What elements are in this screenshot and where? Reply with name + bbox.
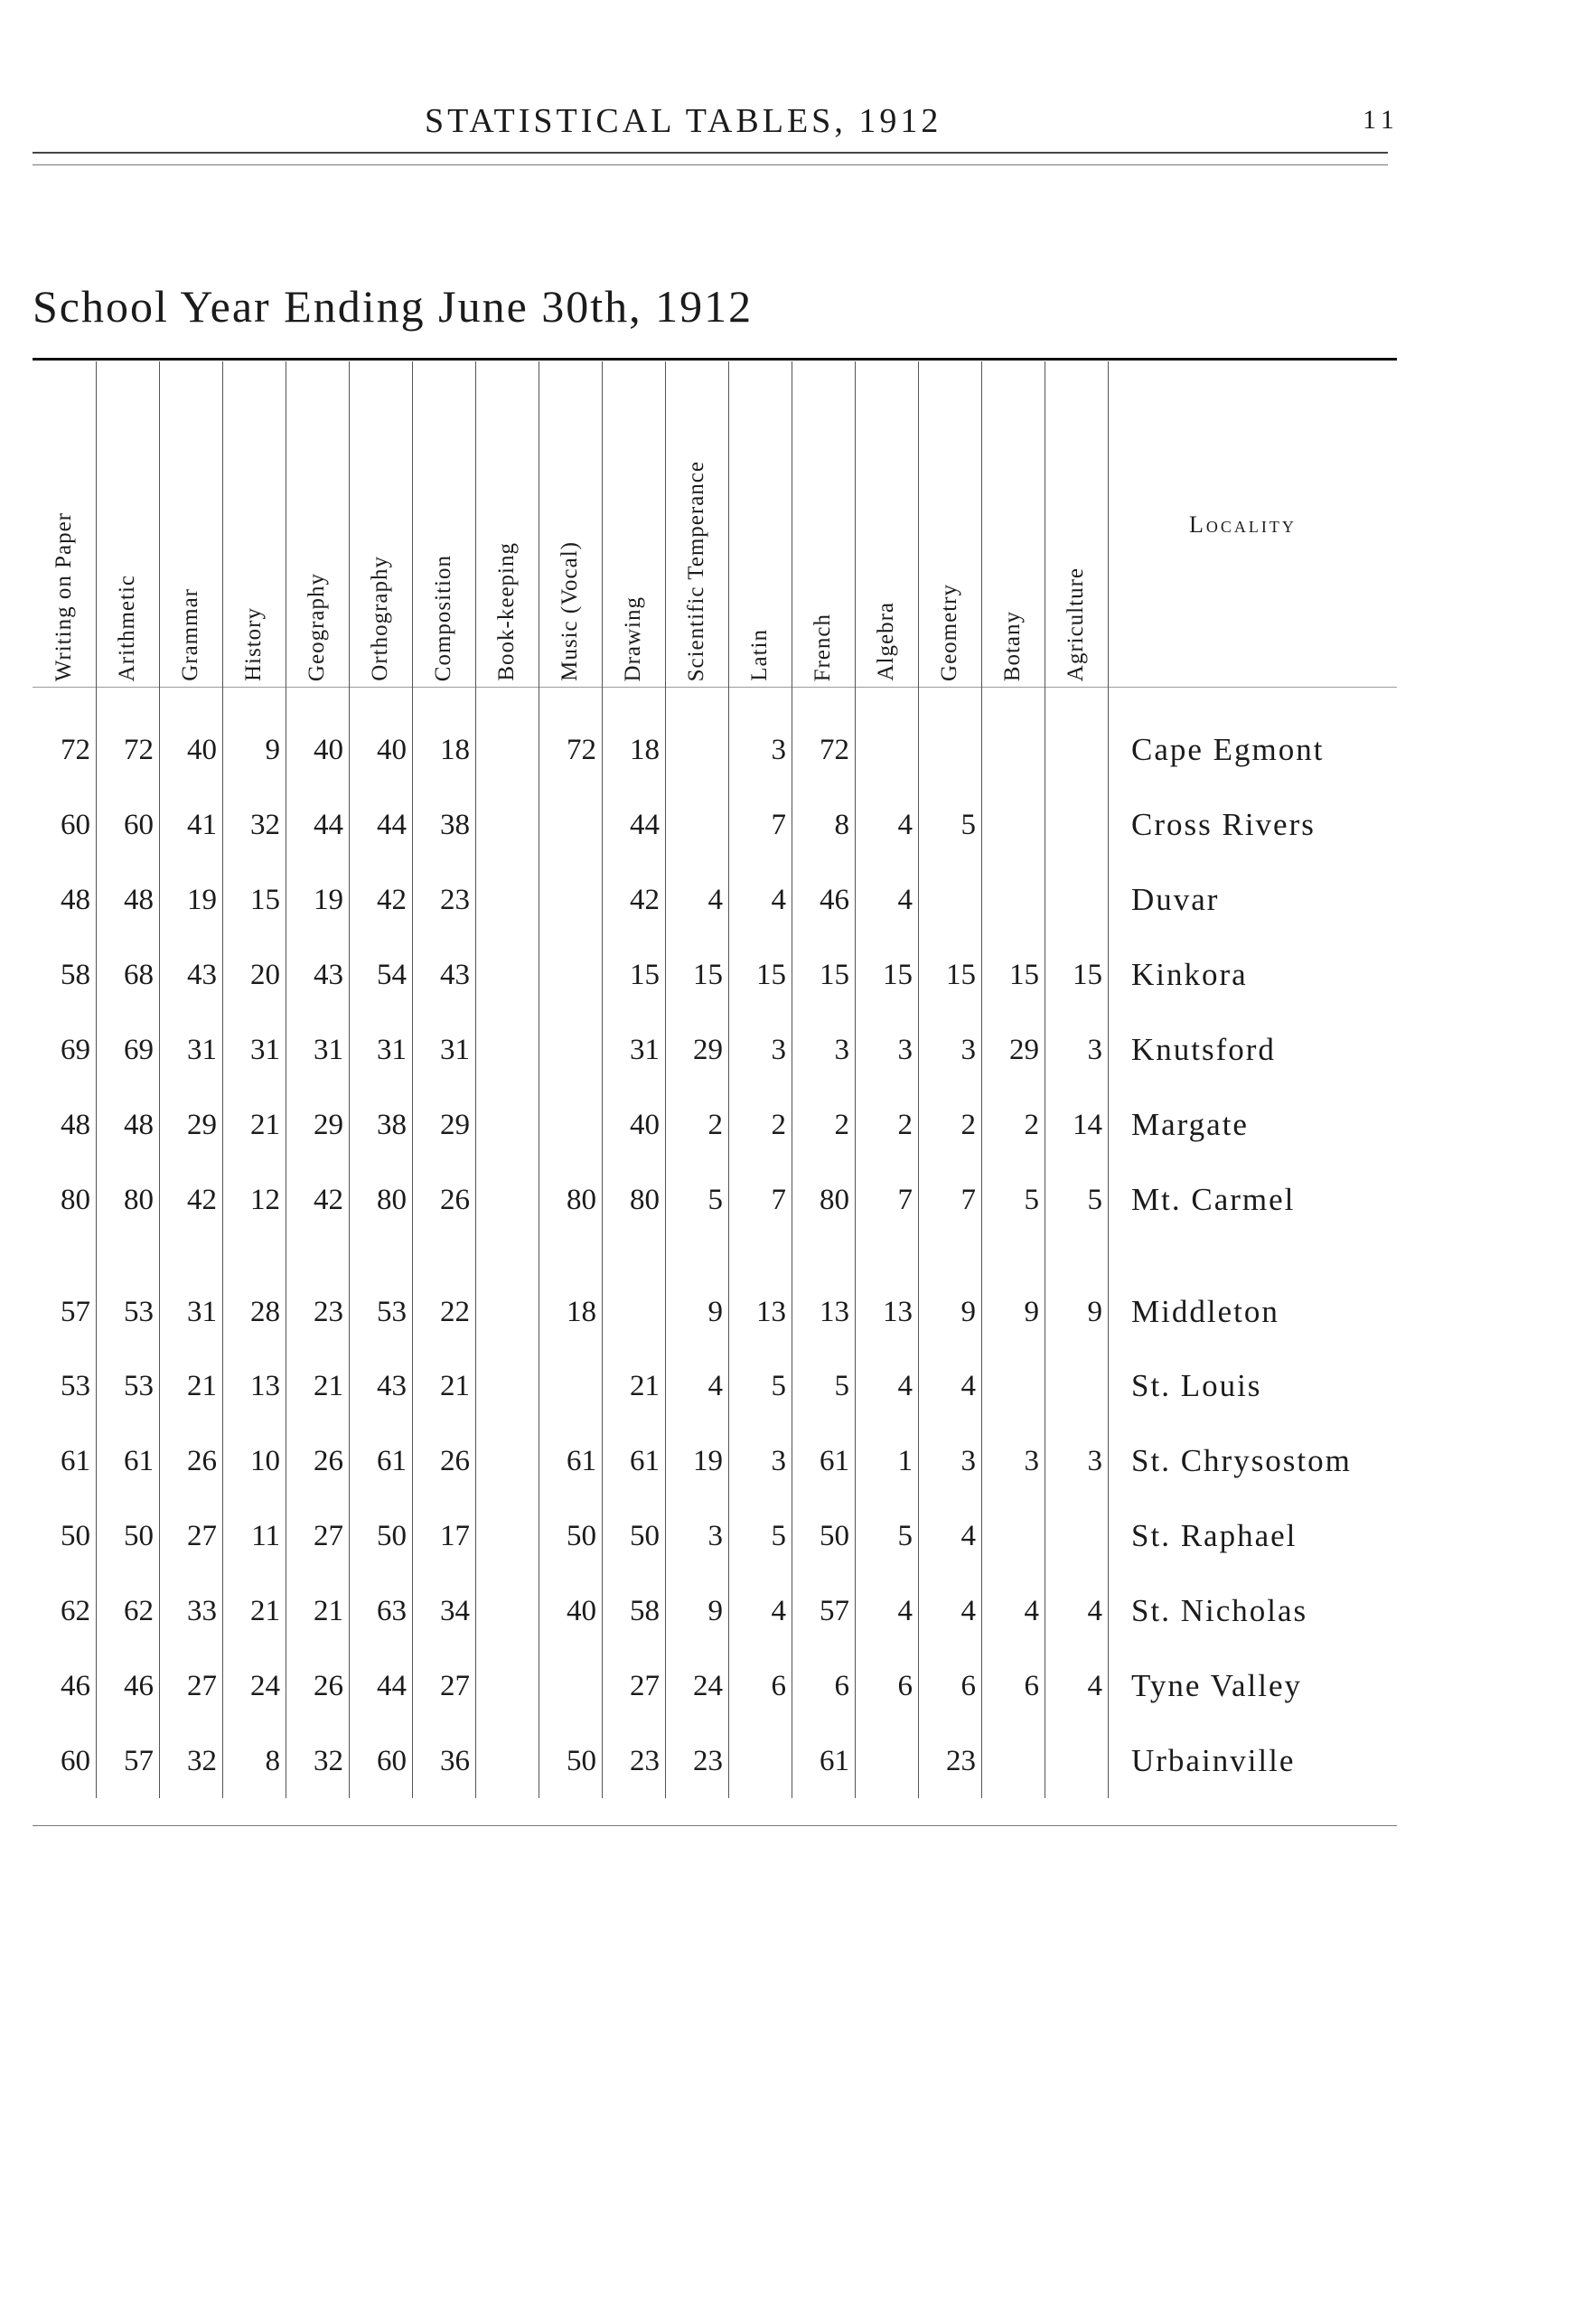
table-cell: 40	[567, 1595, 596, 1627]
table-cell: 27	[314, 1520, 343, 1552]
table-cell: 12	[250, 1184, 280, 1216]
table-cell: 58	[61, 959, 90, 991]
column-header-label: Book-keeping	[494, 542, 519, 681]
table-cell: 42	[377, 884, 407, 916]
table-cell: 7	[897, 1184, 913, 1216]
table-row	[33, 1584, 1397, 1638]
table-cell: 31	[377, 1034, 407, 1066]
table-cell: 50	[377, 1520, 407, 1552]
table-row	[33, 798, 1397, 852]
table-cell: 80	[630, 1184, 660, 1216]
column-header	[1045, 365, 1107, 681]
table-cell: 4	[960, 1370, 976, 1402]
locality-name: St. Nicholas	[1131, 1593, 1308, 1628]
table-cell: 31	[250, 1034, 280, 1066]
table-cell: 27	[187, 1520, 217, 1552]
table-cell: 9	[960, 1296, 976, 1328]
locality-name: St. Chrysostom	[1131, 1443, 1352, 1478]
table-cell: 40	[630, 1109, 660, 1141]
table-cell: 36	[440, 1745, 470, 1777]
table-cell: 54	[377, 959, 407, 991]
table-cell: 8	[834, 809, 849, 841]
table-row	[33, 723, 1397, 777]
column-header-label: Arithmetic	[115, 574, 139, 681]
table-cell: 7	[771, 809, 786, 841]
header-rule	[33, 152, 1388, 154]
table-cell: 4	[707, 884, 723, 916]
table-row	[33, 948, 1397, 1002]
table-cell: 48	[124, 884, 154, 916]
table-cell: 46	[61, 1670, 90, 1702]
table-cell: 4	[1087, 1595, 1102, 1627]
table-cell: 40	[187, 734, 217, 766]
locality-name: Cross Rivers	[1131, 807, 1316, 842]
table-cell: 60	[124, 809, 154, 841]
table-cell: 2	[960, 1109, 976, 1141]
table-cell: 44	[314, 809, 343, 841]
table-cell: 24	[250, 1670, 280, 1702]
table-cell: 62	[124, 1595, 154, 1627]
table-cell: 50	[124, 1520, 154, 1552]
table-cell: 34	[440, 1595, 470, 1627]
table-cell: 4	[771, 884, 786, 916]
table-cell: 31	[187, 1034, 217, 1066]
table-cell: 18	[630, 734, 660, 766]
locality-name: Tyne Valley	[1131, 1668, 1303, 1703]
column-header-label: History	[241, 607, 266, 681]
table-cell: 2	[897, 1109, 913, 1141]
table-cell: 21	[187, 1370, 217, 1402]
table-cell: 3	[771, 1034, 786, 1066]
table-cell: 4	[771, 1595, 786, 1627]
table-cell: 29	[187, 1109, 217, 1141]
table-cell: 29	[1009, 1034, 1039, 1066]
table-cell: 15	[250, 884, 280, 916]
table-cell: 57	[820, 1595, 849, 1627]
column-header-label: Algebra	[874, 602, 898, 681]
table-cell: 80	[61, 1184, 90, 1216]
table-cell: 3	[771, 734, 786, 766]
table-cell: 5	[897, 1520, 913, 1552]
table-cell: 72	[124, 734, 154, 766]
table-cell: 20	[250, 959, 280, 991]
column-header	[666, 365, 727, 681]
locality-name: Mt. Carmel	[1131, 1182, 1296, 1217]
column-header-label: Botany	[1000, 610, 1025, 681]
table-cell: 43	[377, 1370, 407, 1402]
locality-name: Middleton	[1131, 1294, 1279, 1329]
locality-name: St. Louis	[1131, 1368, 1262, 1403]
table-cell: 33	[187, 1595, 217, 1627]
table-cell: 72	[820, 734, 849, 766]
column-header-label: Latin	[747, 629, 772, 681]
table-cell: 15	[1009, 959, 1039, 991]
table-row	[33, 1285, 1397, 1339]
table-cell: 3	[771, 1445, 786, 1477]
table-cell: 2	[771, 1109, 786, 1141]
table-cell: 14	[1073, 1109, 1102, 1141]
table-cell: 5	[1024, 1184, 1039, 1216]
table-cell: 43	[314, 959, 343, 991]
table-cell: 26	[314, 1445, 343, 1477]
table-row	[33, 1509, 1397, 1563]
table-cell: 5	[771, 1520, 786, 1552]
table-cell: 50	[820, 1520, 849, 1552]
table-cell: 15	[946, 959, 976, 991]
table-cell: 57	[124, 1745, 154, 1777]
table-cell: 21	[440, 1370, 470, 1402]
table-cell: 42	[314, 1184, 343, 1216]
column-header-label: Geometry	[937, 584, 961, 681]
table-cell: 44	[630, 809, 660, 841]
table-cell: 27	[440, 1670, 470, 1702]
column-header	[350, 365, 411, 681]
table-cell: 68	[124, 959, 154, 991]
column-header-label: Writing on Paper	[52, 511, 76, 681]
table-cell: 15	[630, 959, 660, 991]
table-cell: 60	[377, 1745, 407, 1777]
table-cell: 3	[897, 1034, 913, 1066]
table-cell: 61	[820, 1745, 849, 1777]
table-cell: 21	[250, 1595, 280, 1627]
table-cell: 46	[124, 1670, 154, 1702]
table-cell: 3	[834, 1034, 849, 1066]
column-header	[603, 365, 664, 681]
table-cell: 15	[693, 959, 723, 991]
table-cell: 8	[265, 1745, 280, 1777]
column-header	[286, 365, 348, 681]
table-cell: 9	[707, 1296, 723, 1328]
column-rule	[1108, 361, 1109, 1798]
table-cell: 23	[440, 884, 470, 916]
table-cell: 28	[250, 1296, 280, 1328]
table-cell: 4	[707, 1370, 723, 1402]
table-row	[33, 1659, 1397, 1713]
table-subtitle: School Year Ending June 30th, 1912	[33, 281, 754, 332]
locality-name: Urbainville	[1131, 1743, 1296, 1778]
table-cell: 31	[187, 1296, 217, 1328]
table-cell: 21	[314, 1370, 343, 1402]
table-cell: 53	[124, 1296, 154, 1328]
table-cell: 5	[707, 1184, 723, 1216]
table-cell: 32	[187, 1745, 217, 1777]
table-cell: 6	[897, 1670, 913, 1702]
locality-name: Kinkora	[1131, 957, 1248, 992]
table-cell: 3	[960, 1034, 976, 1066]
table-cell: 18	[440, 734, 470, 766]
locality-name: Knutsford	[1131, 1032, 1276, 1067]
column-header	[97, 365, 158, 681]
column-header-label: Scientific Temperance	[684, 460, 708, 681]
table-cell: 72	[567, 734, 596, 766]
table-row	[33, 1434, 1397, 1488]
column-header	[539, 365, 601, 681]
table-cell: 5	[1087, 1184, 1102, 1216]
table-cell: 80	[377, 1184, 407, 1216]
page-number: 11	[1363, 105, 1400, 135]
table-cell: 46	[820, 884, 849, 916]
table-top-rule	[33, 358, 1397, 361]
table-cell: 19	[693, 1445, 723, 1477]
table-cell: 50	[61, 1520, 90, 1552]
table-cell: 42	[630, 884, 660, 916]
table-cell: 4	[897, 1595, 913, 1627]
table-cell: 6	[960, 1670, 976, 1702]
table-cell: 61	[820, 1445, 849, 1477]
table-cell: 2	[707, 1109, 723, 1141]
column-header	[856, 365, 917, 681]
table-cell: 3	[960, 1445, 976, 1477]
header-rule-thin	[33, 164, 1388, 165]
table-cell: 72	[61, 734, 90, 766]
table-cell: 2	[834, 1109, 849, 1141]
table-cell: 41	[187, 809, 217, 841]
table-cell: 31	[440, 1034, 470, 1066]
table-cell: 10	[250, 1445, 280, 1477]
table-cell: 4	[1087, 1670, 1102, 1702]
table-cell: 38	[377, 1109, 407, 1141]
column-header	[792, 365, 854, 681]
table-cell: 24	[693, 1670, 723, 1702]
running-title: STATISTICAL TABLES, 1912	[425, 102, 942, 140]
table-cell: 18	[567, 1296, 596, 1328]
table-cell: 40	[377, 734, 407, 766]
table-cell: 27	[187, 1670, 217, 1702]
table-cell: 80	[124, 1184, 154, 1216]
table-cell: 60	[61, 1745, 90, 1777]
table-cell: 23	[946, 1745, 976, 1777]
table-cell: 61	[61, 1445, 90, 1477]
table-cell: 15	[756, 959, 786, 991]
column-header	[476, 365, 538, 681]
column-header-label: Grammar	[178, 588, 202, 681]
table-cell: 61	[124, 1445, 154, 1477]
locality-name: St. Raphael	[1131, 1518, 1298, 1553]
table-cell: 61	[630, 1445, 660, 1477]
table-row	[33, 1173, 1397, 1227]
table-cell: 53	[61, 1370, 90, 1402]
table-cell: 4	[1024, 1595, 1039, 1627]
table-cell: 7	[771, 1184, 786, 1216]
table-cell: 13	[756, 1296, 786, 1328]
table-cell: 42	[187, 1184, 217, 1216]
column-header	[729, 365, 791, 681]
table-cell: 22	[440, 1296, 470, 1328]
table-cell: 31	[314, 1034, 343, 1066]
locality-name: Cape Egmont	[1131, 732, 1325, 767]
table-cell: 3	[1087, 1445, 1102, 1477]
table-cell: 5	[834, 1370, 849, 1402]
table-cell: 27	[630, 1670, 660, 1702]
table-cell: 48	[61, 884, 90, 916]
table-cell: 6	[834, 1670, 849, 1702]
table-cell: 29	[693, 1034, 723, 1066]
table-cell: 4	[960, 1595, 976, 1627]
table-cell: 9	[1024, 1296, 1039, 1328]
column-header-label: Music (Vocal)	[557, 541, 582, 681]
table-cell: 4	[897, 809, 913, 841]
table-cell: 50	[630, 1520, 660, 1552]
column-header	[919, 365, 980, 681]
table-cell: 26	[187, 1445, 217, 1477]
table-cell: 43	[187, 959, 217, 991]
table-cell: 61	[377, 1445, 407, 1477]
table-cell: 13	[820, 1296, 849, 1328]
column-header-label: Agriculture	[1063, 567, 1088, 681]
table-header-rule	[33, 687, 1397, 688]
table-cell: 31	[630, 1034, 660, 1066]
table-cell: 69	[61, 1034, 90, 1066]
table-cell: 50	[567, 1520, 596, 1552]
table-row	[33, 1359, 1397, 1413]
column-header	[982, 365, 1044, 681]
table-cell: 11	[251, 1520, 280, 1552]
table-row	[33, 1098, 1397, 1152]
table-cell: 4	[960, 1520, 976, 1552]
table-cell: 40	[314, 734, 343, 766]
table-cell: 44	[377, 1670, 407, 1702]
table-cell: 3	[707, 1520, 723, 1552]
table-cell: 17	[440, 1520, 470, 1552]
locality-name: Margate	[1131, 1107, 1249, 1142]
table-row	[33, 873, 1397, 927]
table-cell: 53	[377, 1296, 407, 1328]
table-cell: 48	[61, 1109, 90, 1141]
table-cell: 5	[960, 809, 976, 841]
table-cell: 7	[960, 1184, 976, 1216]
column-header-label: Drawing	[621, 595, 645, 681]
column-header	[223, 365, 285, 681]
table-cell: 60	[61, 809, 90, 841]
table-cell: 26	[314, 1670, 343, 1702]
table-cell: 6	[1024, 1670, 1039, 1702]
table-row	[33, 1734, 1397, 1788]
table-cell: 23	[693, 1745, 723, 1777]
locality-header: Locality	[1189, 511, 1297, 538]
table-cell: 19	[314, 884, 343, 916]
table-cell: 15	[820, 959, 849, 991]
table-cell: 80	[820, 1184, 849, 1216]
table-cell: 26	[440, 1445, 470, 1477]
table-cell: 9	[1087, 1296, 1102, 1328]
table-cell: 57	[61, 1296, 90, 1328]
table-cell: 26	[440, 1184, 470, 1216]
table-cell: 29	[440, 1109, 470, 1141]
column-header	[160, 365, 221, 681]
statistics-table	[33, 358, 1397, 1840]
table-cell: 43	[440, 959, 470, 991]
column-header-label: Composition	[431, 554, 455, 681]
locality-name: Duvar	[1131, 882, 1220, 917]
table-cell: 19	[187, 884, 217, 916]
table-cell: 9	[707, 1595, 723, 1627]
table-cell: 48	[124, 1109, 154, 1141]
table-cell: 32	[250, 809, 280, 841]
table-cell: 80	[567, 1184, 596, 1216]
table-cell: 5	[771, 1370, 786, 1402]
table-bottom-rule	[33, 1825, 1397, 1826]
table-cell: 69	[124, 1034, 154, 1066]
table-cell: 29	[314, 1109, 343, 1141]
column-header-label: Orthography	[368, 556, 392, 681]
table-cell: 4	[897, 884, 913, 916]
table-cell: 53	[124, 1370, 154, 1402]
table-cell: 61	[567, 1445, 596, 1477]
table-cell: 3	[1024, 1445, 1039, 1477]
table-cell: 44	[377, 809, 407, 841]
table-cell: 63	[377, 1595, 407, 1627]
column-header	[413, 365, 474, 681]
column-header	[33, 365, 95, 681]
table-cell: 15	[1073, 959, 1102, 991]
table-cell: 15	[883, 959, 913, 991]
column-header-label: Geography	[304, 572, 329, 681]
table-cell: 6	[771, 1670, 786, 1702]
table-cell: 1	[897, 1445, 913, 1477]
table-cell: 50	[567, 1745, 596, 1777]
table-cell: 58	[630, 1595, 660, 1627]
table-cell: 3	[1087, 1034, 1102, 1066]
table-cell: 21	[250, 1109, 280, 1141]
table-row	[33, 1023, 1397, 1077]
table-cell: 38	[440, 809, 470, 841]
table-cell: 23	[630, 1745, 660, 1777]
table-cell: 32	[314, 1745, 343, 1777]
table-cell: 4	[897, 1370, 913, 1402]
table-cell: 2	[1024, 1109, 1039, 1141]
table-cell: 62	[61, 1595, 90, 1627]
table-cell: 13	[250, 1370, 280, 1402]
table-cell: 21	[314, 1595, 343, 1627]
table-cell: 23	[314, 1296, 343, 1328]
column-header-label: French	[810, 613, 835, 681]
table-cell: 13	[883, 1296, 913, 1328]
table-cell: 21	[630, 1370, 660, 1402]
table-cell: 9	[265, 734, 280, 766]
